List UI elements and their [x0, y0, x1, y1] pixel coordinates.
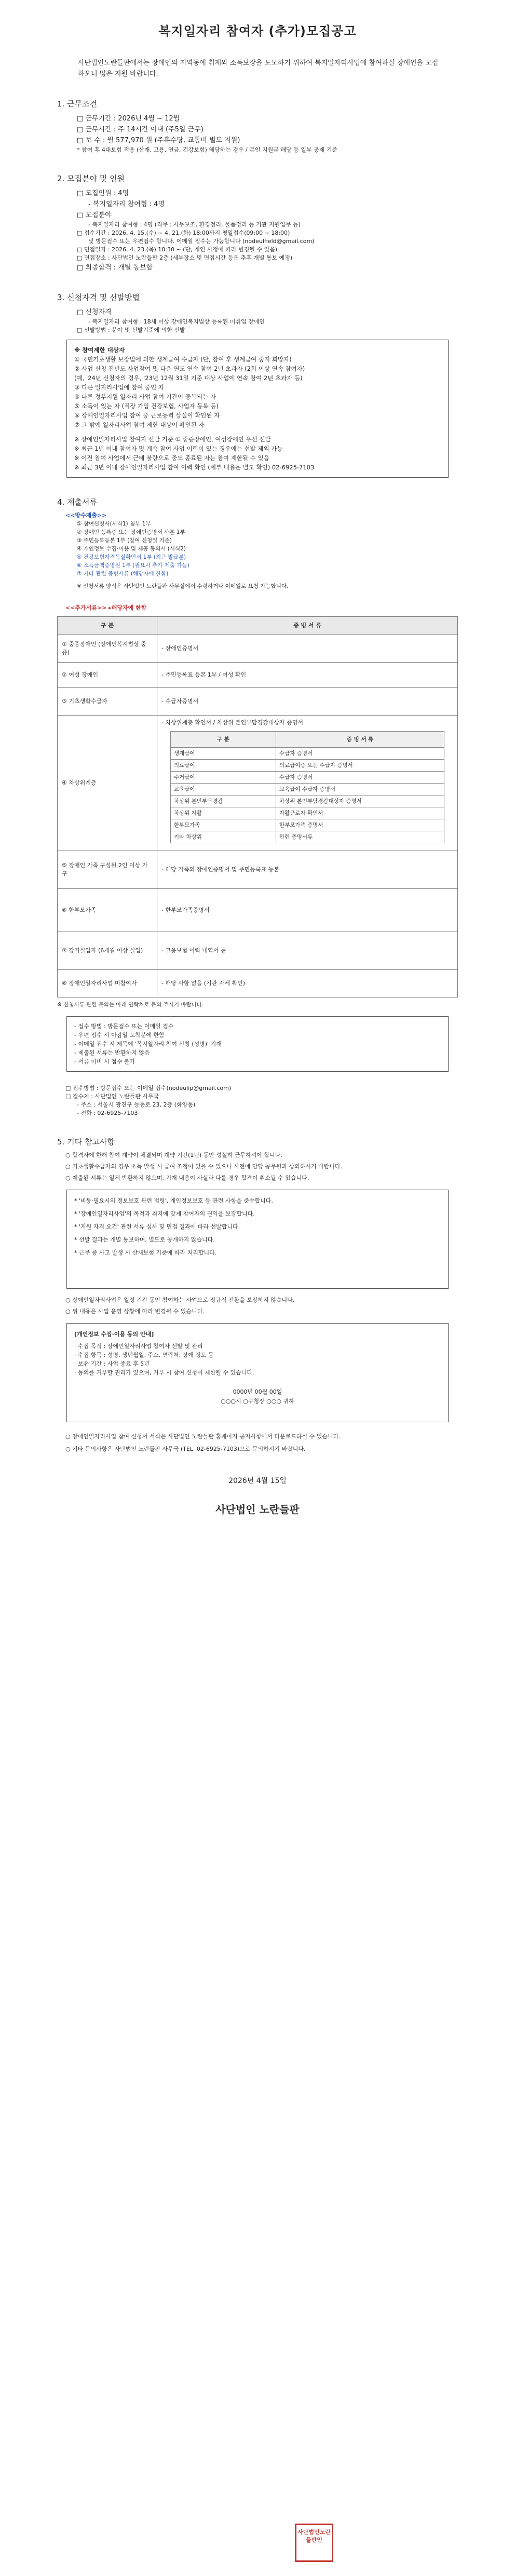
- table-cell-doc-with-subtable: [157, 716, 458, 851]
- subtable-cell: 교육급여: [170, 784, 276, 795]
- eligibility-label: □ 신청자격: [77, 308, 112, 316]
- organization-seal: [295, 2524, 333, 2562]
- note-line: ○ 기초생활수급자의 경우 소득 발생 시 급여 조정이 있을 수 있으니 사전에 담당 공무원과 상의하시기 바랍니다.: [65, 1163, 343, 1170]
- table-row: [58, 688, 458, 716]
- subtable-cell: 한부모가족: [170, 819, 276, 831]
- table-cell-category: ④ 차상위계층: [58, 716, 157, 851]
- restriction-item: ① 국민기초생활 보장법에 의한 생계급여 수급자 (단, 참여 후 생계급여 중지 희망자): [74, 356, 292, 363]
- table-cell-category: ⑦ 장기실업자 (6개월 이상 실업): [58, 932, 157, 970]
- note-line: ○ 위 내용은 사업 운영 상황에 따라 변경될 수 있습니다.: [65, 1308, 205, 1315]
- table-cell-doc: - 해당 사항 없음 (기관 자체 확인): [157, 970, 458, 997]
- phone: - 전화 : 02-6925-7103: [77, 1110, 138, 1116]
- table-cell-category: ⑤ 장애인 가족 구성원 2인 이상 가구: [58, 851, 157, 889]
- table-cell-doc: - 고용보험 이력 내역서 등: [157, 932, 458, 970]
- table-row: [58, 716, 458, 851]
- restriction-item: ⑦ 그 밖에 일자리사업 참여 제한 대상이 확인된 자: [74, 421, 205, 428]
- restriction-item: ④ 다른 정부지원 일자리 사업 참여 기간이 중복되는 자: [74, 393, 216, 400]
- note-line: ○ 합격자에 한해 참여 계약이 체결되며 계약 기간(1년) 동안 성실히 근무하셔야 합니다.: [65, 1152, 282, 1158]
- required-doc: ⑥ 소득금액증명원 1부 (필요시 추가 제출 가능): [77, 562, 189, 569]
- subtable-header-row: [170, 732, 444, 748]
- table-header-cell: 증 빙 서 류: [157, 617, 458, 635]
- subtable-row: [170, 784, 444, 795]
- table-cell-category: ⑥ 한부모가족: [58, 889, 157, 932]
- section-heading: 4. 제출서류: [57, 497, 98, 507]
- notice-line: - 이메일 접수 시 제목에 '복지일자리 참여 신청 (성명)' 기재: [74, 1041, 222, 1047]
- notice-line: * '비동·필요시의 정보보호 관련 법령', 개인정보보호 등 관련 사항을 준수합니다.: [74, 1197, 273, 1204]
- table-header-row: [58, 617, 458, 635]
- recruit-count: □ 모집인원 : 4명: [77, 190, 129, 197]
- notice-line: - 제출된 서류는 반환하지 않음: [74, 1049, 150, 1056]
- seal-text: 사단법인노란들판인: [297, 2529, 331, 2543]
- section-eligibility: [57, 292, 458, 478]
- section-heading: 5. 기타 참고사항: [57, 1137, 115, 1147]
- required-doc: ③ 주민등록등본 1부 (참여 신청일 기준): [77, 537, 172, 544]
- table-row: [58, 635, 458, 663]
- required-doc: ⑦ 기타 관련 증빙서류 (해당자에 한함): [77, 571, 169, 577]
- work-pay: □ 보 수 : 월 577,970 원 (주휴수당, 교통비 별도 지원): [77, 137, 240, 144]
- table-cell-doc: - 해당 가족의 장애인증명서 및 주민등록표 등본: [157, 851, 458, 889]
- subtable-cell: 의료급여증 또는 수급자 증명서: [276, 760, 444, 772]
- table-cell-category: ② 여성 장애인: [58, 663, 157, 688]
- eligibility-detail: - 복지일자리 참여형 : 18세 이상 장애인복지법상 등록된 미취업 장애인: [88, 318, 265, 325]
- application-period: □ 접수기간 : 2026. 4. 15.(수) ~ 4. 21.(화) 18:00까지 평일접수(09:00 ~ 18:00): [77, 230, 290, 236]
- subtable-cell: 한부모가족 증명서: [276, 819, 444, 831]
- table-footnote: ※ 신청서류 관련 문의는 아래 연락처로 문의 주시기 바랍니다.: [57, 1002, 204, 1008]
- table-row: [58, 932, 458, 970]
- note-line: ○ 장애인일자리사업은 일정 기간 동안 참여하는 사업으로 정규직 전환을 보장하지 않습니다.: [65, 1297, 295, 1303]
- table-row: [58, 889, 458, 932]
- note-line: ○ 제출된 서류는 일체 반환하지 않으며, 기재 내용이 사실과 다를 경우 합격이 취소될 수 있습니다.: [65, 1175, 309, 1181]
- section-documents: [57, 496, 458, 1117]
- interview-date: □ 면접일자 : 2026. 4. 23.(목) 10:30 ~ (단, 개인 사정에 따라 변경될 수 있음): [77, 246, 278, 253]
- subtable-cell: 차상위 본인부담경감대상자 증명서: [276, 795, 444, 807]
- additional-docs-heading: <<추가서류>> ▸해당자에 한함: [65, 604, 147, 611]
- address: - 주소 : 서울시 광진구 능동로 23, 2층 (화양동): [77, 1101, 196, 1108]
- required-doc: ② 장애인 등록증 또는 장애인증명서 사본 1부: [77, 529, 185, 535]
- section-recruitment: [57, 173, 458, 273]
- required-doc: ① 참여신청서(서식1) 첨부 1부: [77, 521, 151, 527]
- closing-line: ○ 장애인일자리사업 참여 신청서 서식은 사단법인 노란들판 홈페이지 공지사항에서 다운로드하실 수 있습니다.: [65, 1433, 341, 1440]
- notice-line: * '지원 자격 요건' 관련 서류 심사 및 면접 결과에 따라 선발합니다.: [74, 1223, 240, 1230]
- subtable-cell: 차상위 본인부담경감: [170, 795, 276, 807]
- table-row: [58, 663, 458, 688]
- subtable-header-cell: 증 빙 서 류: [276, 732, 444, 748]
- submission-method: □ 접수방법 : 방문접수 또는 이메일 접수(nodeulip@gmail.com): [65, 1085, 232, 1091]
- table-header-cell: 구 분: [58, 617, 157, 635]
- work-period: □ 근무기간 : 2026년 4월 ~ 12월: [77, 115, 180, 123]
- table-cell-category: ③ 기초생활수급자: [58, 688, 157, 716]
- restriction-item: ⑥ 장애인일자리사업 참여 중 근로능력 상실이 확인된 자: [74, 412, 220, 419]
- submission-place: □ 접수처 : 사단법인 노란들판 사무국: [65, 1093, 159, 1100]
- notice-line: * '장애인일자리사업'의 목적과 취지에 맞게 참여자의 권익을 보장합니다.: [74, 1210, 255, 1217]
- subtable-row: [170, 831, 444, 843]
- subtable-row: [170, 795, 444, 807]
- work-hours: □ 근무시간 : 주 14시간 이내 (주5일 근무): [77, 126, 204, 133]
- subtable-cell: 생계급여: [170, 748, 276, 760]
- table-row: [58, 851, 458, 889]
- interview-place: □ 면접장소 : 사단법인 노란들판 2층 (세부장소 및 면접시간 등은 추후 개별 통보 예정): [77, 254, 293, 261]
- subtable-cell: 수급자 증명서: [276, 748, 444, 760]
- subtable-cell: 관련 증명서류: [276, 831, 444, 843]
- subtable-cell: 수급자 증명서: [276, 772, 444, 784]
- privacy-consent-box: [66, 1323, 449, 1422]
- insurance-note: * 참여 후 4대보험 적용 (산재, 고용, 연금, 건강보험) 해당하는 경우 / 본인 지원금 해당 등 일부 공제 기준: [77, 146, 338, 153]
- consent-date-block: [74, 1387, 441, 1406]
- subtable-row: [170, 807, 444, 819]
- required-doc: ⑤ 건강보험자격득실확인서 1부 (최근 발급분): [77, 554, 186, 560]
- intro-paragraph: 사단법인노란들판에서는 장애인의 지역동에 취재와 소득보장을 도모하기 위하여 복지일자리사업에 참여하실 장애인을 모집하오니 많은 지원 바랍니다.: [78, 59, 439, 78]
- table-cell-doc: - 주민등록표 등본 1부 / 여성 확인: [157, 663, 458, 688]
- restriction-item: (예, '24년 신청자의 경우, '23년 12월 31일 기준 대상 사업에 연속 참여 2년 초과자 등): [74, 374, 303, 382]
- subtable-row: [170, 772, 444, 784]
- section-other-notes: [57, 1136, 458, 1453]
- table-cell-doc: - 장애인증명서: [157, 635, 458, 663]
- table-row: [58, 970, 458, 997]
- notice-line: * 근무 중 사고 발생 시 산재보험 기준에 따라 처리합니다.: [74, 1249, 217, 1256]
- restriction-item: ③ 다른 일자리사업에 참여 중인 자: [74, 384, 165, 391]
- closing-line: ○ 기타 문의사항은 사단법인 노란들판 사무국 (TEL. 02-6925-7103)으로 문의하시기 바랍니다.: [65, 1446, 306, 1452]
- subtable-cell: 의료급여: [170, 760, 276, 772]
- consent-recipient: ○○○시 ○구청장 ○○○ 귀하: [221, 1398, 294, 1405]
- required-docs-heading: <<방수제출>>: [65, 512, 107, 519]
- selection-note: ※ 장애인일자리사업 참여자 선발 기준 ① 중증장애인, 여성장애인 우선 선발: [74, 436, 271, 443]
- table-cell-doc: - 한부모가족증명서: [157, 889, 458, 932]
- subtable-cell: 자활근로자 확인서: [276, 807, 444, 819]
- recruit-count-detail: - 복지일자리 참여형 : 4명: [88, 200, 165, 208]
- restriction-heading: ※ 참여제한 대상자: [74, 346, 125, 354]
- required-doc: ④ 개인정보 수집·이용 및 제공 동의서 (서식2): [77, 546, 186, 552]
- contact-block: [57, 1084, 458, 1117]
- rights-notice-box: [66, 1190, 449, 1289]
- docs-note: ※ 신청서류 양식은 사단법인 노란들판 사무실에서 수령하거나 이메일로 요청 가능합니다.: [77, 583, 289, 589]
- selection-note: ※ 이전 참여 사업에서 근태 불량으로 중도 종료된 자는 참여 제한될 수 있음: [74, 454, 269, 462]
- subtable-row: [170, 819, 444, 831]
- announcement-date: 2026년 4월 15일: [228, 1477, 287, 1485]
- restriction-item: ⑤ 소득이 있는 자 (직장 가입 건강보험, 사업자 등록 등): [74, 402, 219, 410]
- restriction-box: [66, 340, 449, 478]
- income-proof-subtable: [170, 731, 444, 843]
- final-notice: □ 최종합격 : 개별 통보함: [77, 264, 153, 272]
- subtable-cell: 기타 차상위: [170, 831, 276, 843]
- application-method: 및 방문접수 또는 우편접수 합니다. 이메일 접수는 가능합니다 (nodeulfield@gmail.com): [88, 238, 315, 245]
- subtable-cell: 교육급여 수급자 증명서: [276, 784, 444, 795]
- privacy-line: · 수집 목적 : 장애인일자리사업 참여자 선발 및 관리: [74, 1343, 203, 1350]
- section-heading: 2. 모집분야 및 인원: [57, 174, 125, 183]
- table-cell-category: ⑧ 장애인일자리사업 미참여자: [58, 970, 157, 997]
- section-heading: 3. 신청자격 및 선발방법: [57, 293, 140, 302]
- privacy-heading: [개인정보 수집·이용 동의 안내]: [74, 1331, 154, 1338]
- selection-method: □ 선발방법 : 분야 및 선발기준에 의한 선발: [77, 327, 185, 333]
- recruit-field-detail: - 복지일자리 참여형 : 4명 (직무 : 사무보조, 환경정리, 물품정리 등 기관 지원업무 등): [88, 221, 301, 228]
- subtable-cell: 주거급여: [170, 772, 276, 784]
- section-work-conditions: [57, 98, 458, 154]
- subtable-header-cell: 구 분: [170, 732, 276, 748]
- table-cell-doc: - 차상위계층 확인서 / 차상위 본인부담경감대상자 증명서: [161, 719, 304, 726]
- additional-docs-table: [57, 616, 458, 997]
- organization-name: 사단법인 노란들판: [215, 1503, 300, 1516]
- notice-line: - 서류 미비 시 접수 불가: [74, 1058, 135, 1065]
- subtable-cell: 차상위 자활: [170, 807, 276, 819]
- recruit-field: □ 모집분야: [77, 211, 112, 219]
- restriction-item: ② 사업 신청 전년도 사업참여 및 다음 연도 연속 참여 2년 초과자 (2회 이상 연속 참여자): [74, 365, 305, 372]
- notice-line: - 우편 접수 시 마감일 도착분에 한함: [74, 1032, 165, 1039]
- subtable-row: [170, 760, 444, 772]
- page-title: 복지일자리 참여자 (추가)모집공고: [158, 24, 357, 38]
- selection-note: ※ 최근 1년 이내 참여자 및 계속 참여 사업 이력이 있는 경우에는 선발 제외 가능: [74, 445, 283, 452]
- subtable-row: [170, 748, 444, 760]
- privacy-line: · 보유 기간 : 사업 종료 후 5년: [74, 1360, 150, 1367]
- privacy-line: · 동의를 거부할 권리가 있으며, 거부 시 참여 신청이 제한될 수 있습니다.: [74, 1369, 254, 1376]
- selection-note: ※ 최근 3년 이내 장애인일자리사업 참여 이력 확인 (세부 내용은 별도 확인) 02-6925-7103: [74, 464, 315, 471]
- notice-line: * 선발 결과는 개별 통보하며, 별도로 공개하지 않습니다.: [74, 1236, 215, 1243]
- privacy-line: · 수집 항목 : 성명, 생년월일, 주소, 연락처, 장애 정도 등: [74, 1352, 214, 1358]
- consent-date: 0000년 00월 00일: [233, 1388, 282, 1395]
- notice-line: - 접수 방법 : 방문접수 또는 이메일 접수: [74, 1023, 174, 1030]
- section-heading: 1. 근무조건: [57, 99, 98, 109]
- table-cell-doc: - 수급자증명서: [157, 688, 458, 716]
- table-cell-category: ① 중증장애인 (장애인복지법상 중증): [58, 635, 157, 663]
- submission-notice-box: [66, 1016, 449, 1072]
